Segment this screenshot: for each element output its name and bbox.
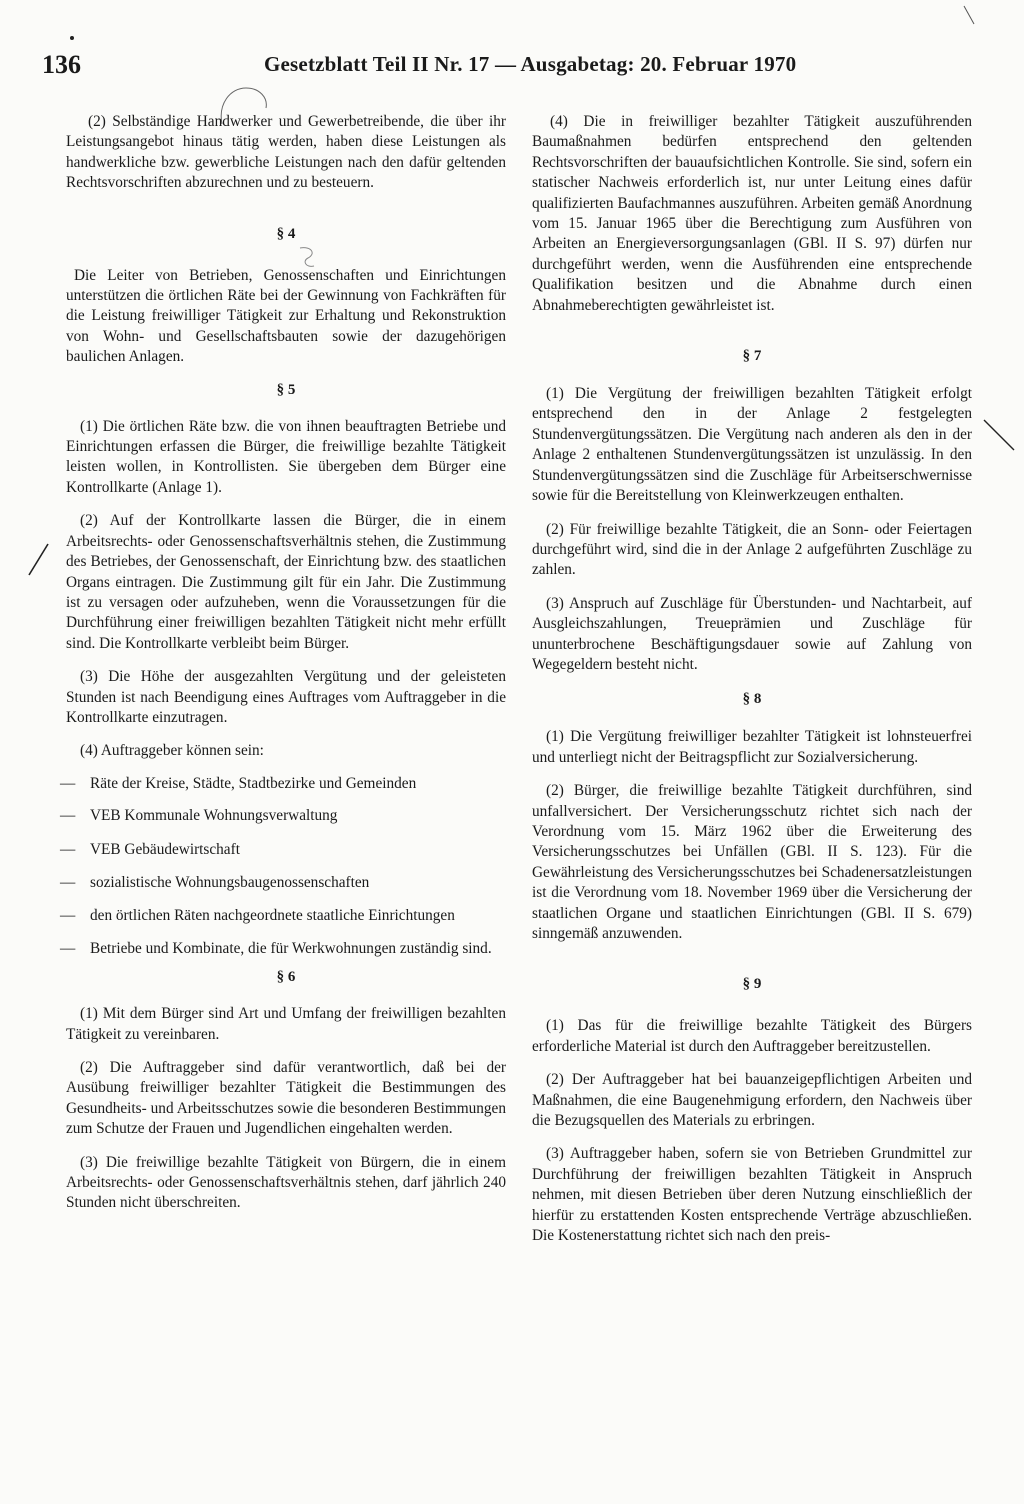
paragraph: (1) Die Vergütung freiwilliger bezahlter Tätigkeit ist lohnsteuerfrei und unterliegt nicht der Beitragspflicht zur Sozialversicherung. bbox=[532, 728, 972, 766]
list-item-text: den örtlichen Räten nachgeordnete staatliche Einrichtungen bbox=[90, 907, 455, 925]
list-item-text: sozialistische Wohnungsbaugenossenschaften bbox=[90, 873, 370, 891]
page-header bbox=[42, 50, 942, 84]
paragraph: (2) Der Auftraggeber hat bei bauanzeigepflichtigen Arbeiten und Maßnahmen, die eine Baugenehmigung erfordern, den Nachweis über die Bezugsquellen des Materials zu erbringen. bbox=[532, 1071, 972, 1130]
paragraph: (3) Auftraggeber haben, sofern sie von Betrieben Grundmittel zur Durchführung der freiwilligen bezahlten Tätigkeit in Anspruch nehmen, mit diesen Betrieben über deren Nutzung einschließlich der hierfür zu erstattenden Kosten entsprechende Verträge abzuschließen. Die Kostenerstattung richtet sich nach den preis- bbox=[532, 1145, 972, 1245]
list-dash: — bbox=[60, 907, 76, 925]
paragraph: (2) Für freiwillige bezahlte Tätigkeit, die an Sonn- oder Feiertagen durchgeführt wird, sind die in der Anlage 2 aufgeführten Zuschläge zu zahlen. bbox=[532, 520, 972, 579]
paragraph: (1) Die örtlichen Räte bzw. die von ihnen beauftragten Betriebe und Einrichtungen erfassen die Bürger, die freiwillige bezahlte Tätigkeit leisten wollen, in Kontrollisten. Sie übergeben dem Bürger eine Kontrollkarte (Anlage 1). bbox=[66, 417, 506, 496]
section-heading: § 4 bbox=[276, 225, 296, 242]
list-item-text: VEB Kommunale Wohnungsverwaltung bbox=[90, 807, 338, 825]
paragraph: (3) Anspruch auf Zuschläge für Überstunden- und Nachtarbeit, auf Ausgleichszahlungen, Treueprämien und Zuschläge für ununterbrochene Beschäftigungsdauer sowie auf Zahlung von Wegegeldern besteht nicht. bbox=[532, 594, 972, 673]
paragraph: (1) Das für die freiwillige bezahlte Tätigkeit des Bürgers erforderliche Material ist durch den Auftraggeber bereitzustellen. bbox=[532, 1017, 972, 1055]
list-item bbox=[60, 873, 506, 893]
paragraph: (3) Die freiwillige bezahlte Tätigkeit von Bürgern, die in einem Arbeitsrechts- oder Genossenschaftsverhältnis stehen, darf jährlich 240 Stunden nicht überschreiten. bbox=[66, 1153, 506, 1212]
client-list bbox=[60, 774, 506, 959]
list-dash: — bbox=[60, 873, 76, 891]
list-dash: — bbox=[60, 774, 76, 792]
paragraph: (2) Selbständige Handwerker und Gewerbetreibende, die über ihr Leistungsangebot hinaus tätig werden, haben diese Leistungen als handwerkliche bzw. gewerbliche Leistungen nach den dafür geltenden Rechtsvorschriften abzurechnen und zu besteuern. bbox=[66, 113, 506, 192]
left-column bbox=[60, 112, 506, 1214]
paragraph: (1) Die Vergütung der freiwilligen bezahlten Tätigkeit erfolgt entsprechend den in der Anlage 2 festgelegten Stundenvergütungssätzen. Die Vergütung nach anderen als den in der Anlage 2 enthaltenen Stundenvergütungssätzen ist unzulässig. In den Stundenvergütungssätzen sind die Zuschläge für Arbeitserschwernisse sowie für die Bereitstellung von Kleinwerkzeugen enthalten. bbox=[532, 385, 972, 505]
paragraph: (2) Bürger, die freiwillige bezahlte Tätigkeit durchführen, sind unfallversichert. Der Versicherungsschutz richtet sich nach der Verordnung vom 15. März 1962 über die Erweiterung des Versicherungsschutzes bei Unfällen (GBl. II S. 123). Für die Gewährleistung des Versicherungsschutzes bei Schadenersatzleistungen ist die Verordnung vom 18. November 1969 über die Versicherung der staatlichen Organe und staatlichen Einrichtungen (GBl. II S. 679) sinngemäß anzuwenden. bbox=[532, 782, 972, 942]
list-item-text: Betriebe und Kombinate, die für Werkwohnungen zuständig sind. bbox=[90, 939, 492, 957]
paragraph: (3) Die Höhe der ausgezahlten Vergütung und der geleisteten Stunden ist nach Beendigung eines Auftrages vom Auftraggeber in die Kontrollkarte einzutragen. bbox=[66, 668, 506, 726]
running-title: Gesetzblatt Teil II Nr. 17 — Ausgabetag: 20. Februar 1970 bbox=[264, 52, 797, 76]
list-item bbox=[60, 806, 506, 826]
list-item bbox=[60, 774, 506, 794]
section-heading: § 9 bbox=[742, 976, 762, 993]
right-column bbox=[532, 112, 972, 1246]
paragraph: Die Leiter von Betrieben, Genossenschaften und Einrichtungen unterstützen die örtlichen Räte bei der Gewinnung von Fachkräften für die Leistung freiwilliger Tätigkeit zur Erhaltung und Rekonstruktion von Wohn- und Gesellschaftsbauten sowie der dazugehörigen baulichen Anlagen. bbox=[66, 266, 506, 366]
pen-mark-icon bbox=[26, 542, 50, 578]
corner-mark-icon bbox=[960, 4, 978, 26]
list-item bbox=[60, 906, 506, 926]
paragraph: (4) Die in freiwilliger bezahlter Tätigkeit auszuführenden Baumaßnahmen bedürfen entsprechend den geltenden Rechtsvorschriften der bauaufsichtlichen Kontrolle. Sie sind, sofern ein statischer Nachweis erforderlich ist, nur unter Leitung eines dafür qualifizierten Baufachmannes auszuführen. Arbeiten gemäß Anordnung vom 15. Januar 1965 über die Berechtigung zum Ausführen von Arbeiten an Energieversorgungsanlagen (GBl. II S. 97) dürfen nur durchgeführt werden, wenn die Ausführenden eine entsprechende Qualifikation besitzen und die Abnahme durch einen Abnahmeberechtigten gewährleistet ist. bbox=[532, 113, 972, 314]
list-item bbox=[60, 840, 506, 860]
section-heading: § 7 bbox=[742, 348, 762, 365]
list-item-text: Räte der Kreise, Städte, Stadtbezirke und Gemeinden bbox=[90, 774, 417, 792]
page-number: 136 bbox=[42, 50, 81, 79]
list-dash: — bbox=[60, 840, 76, 858]
paragraph: (2) Die Auftraggeber sind dafür verantwortlich, daß bei der Ausübung freiwilliger bezahlter Tätigkeit die Bestimmungen des Gesundheits- und Arbeitsschutzes sowie die besonderen Bestimmungen zum Schutze der Frauen und Jugendlichen eingehalten werden. bbox=[66, 1059, 506, 1138]
pen-mark-icon bbox=[982, 418, 1018, 454]
paragraph: (1) Mit dem Bürger sind Art und Umfang der freiwilligen bezahlten Tätigkeit zu vereinbaren. bbox=[66, 1005, 506, 1043]
paragraph: (4) Auftraggeber können sein: bbox=[80, 742, 264, 760]
section-heading: § 5 bbox=[276, 381, 296, 398]
list-dash: — bbox=[60, 939, 76, 957]
list-item-text: VEB Gebäudewirtschaft bbox=[90, 840, 240, 858]
list-dash: — bbox=[60, 807, 76, 825]
paragraph: (2) Auf der Kontrollkarte lassen die Bürger, die in einem Arbeitsrechts- oder Genossenschaftsverhältnis stehen, die Zustimmung des Betriebes, der Genossenschaft, der Einrichtung bzw. des staatlichen Organs eintragen. Die Zustimmung gilt für ein Jahr. Die Zustimmung ist zu versagen oder aufzuheben, wenn die Voraussetzungen für die Durchführung einer freiwilligen bezahlten Tätigkeit nicht mehr erfüllt sind. Die Kontrollkarte verbleibt beim Bürger. bbox=[66, 512, 506, 652]
section-heading: § 8 bbox=[742, 691, 762, 708]
section-heading: § 6 bbox=[276, 969, 296, 986]
list-item bbox=[60, 939, 506, 959]
speck-dot bbox=[70, 36, 74, 40]
